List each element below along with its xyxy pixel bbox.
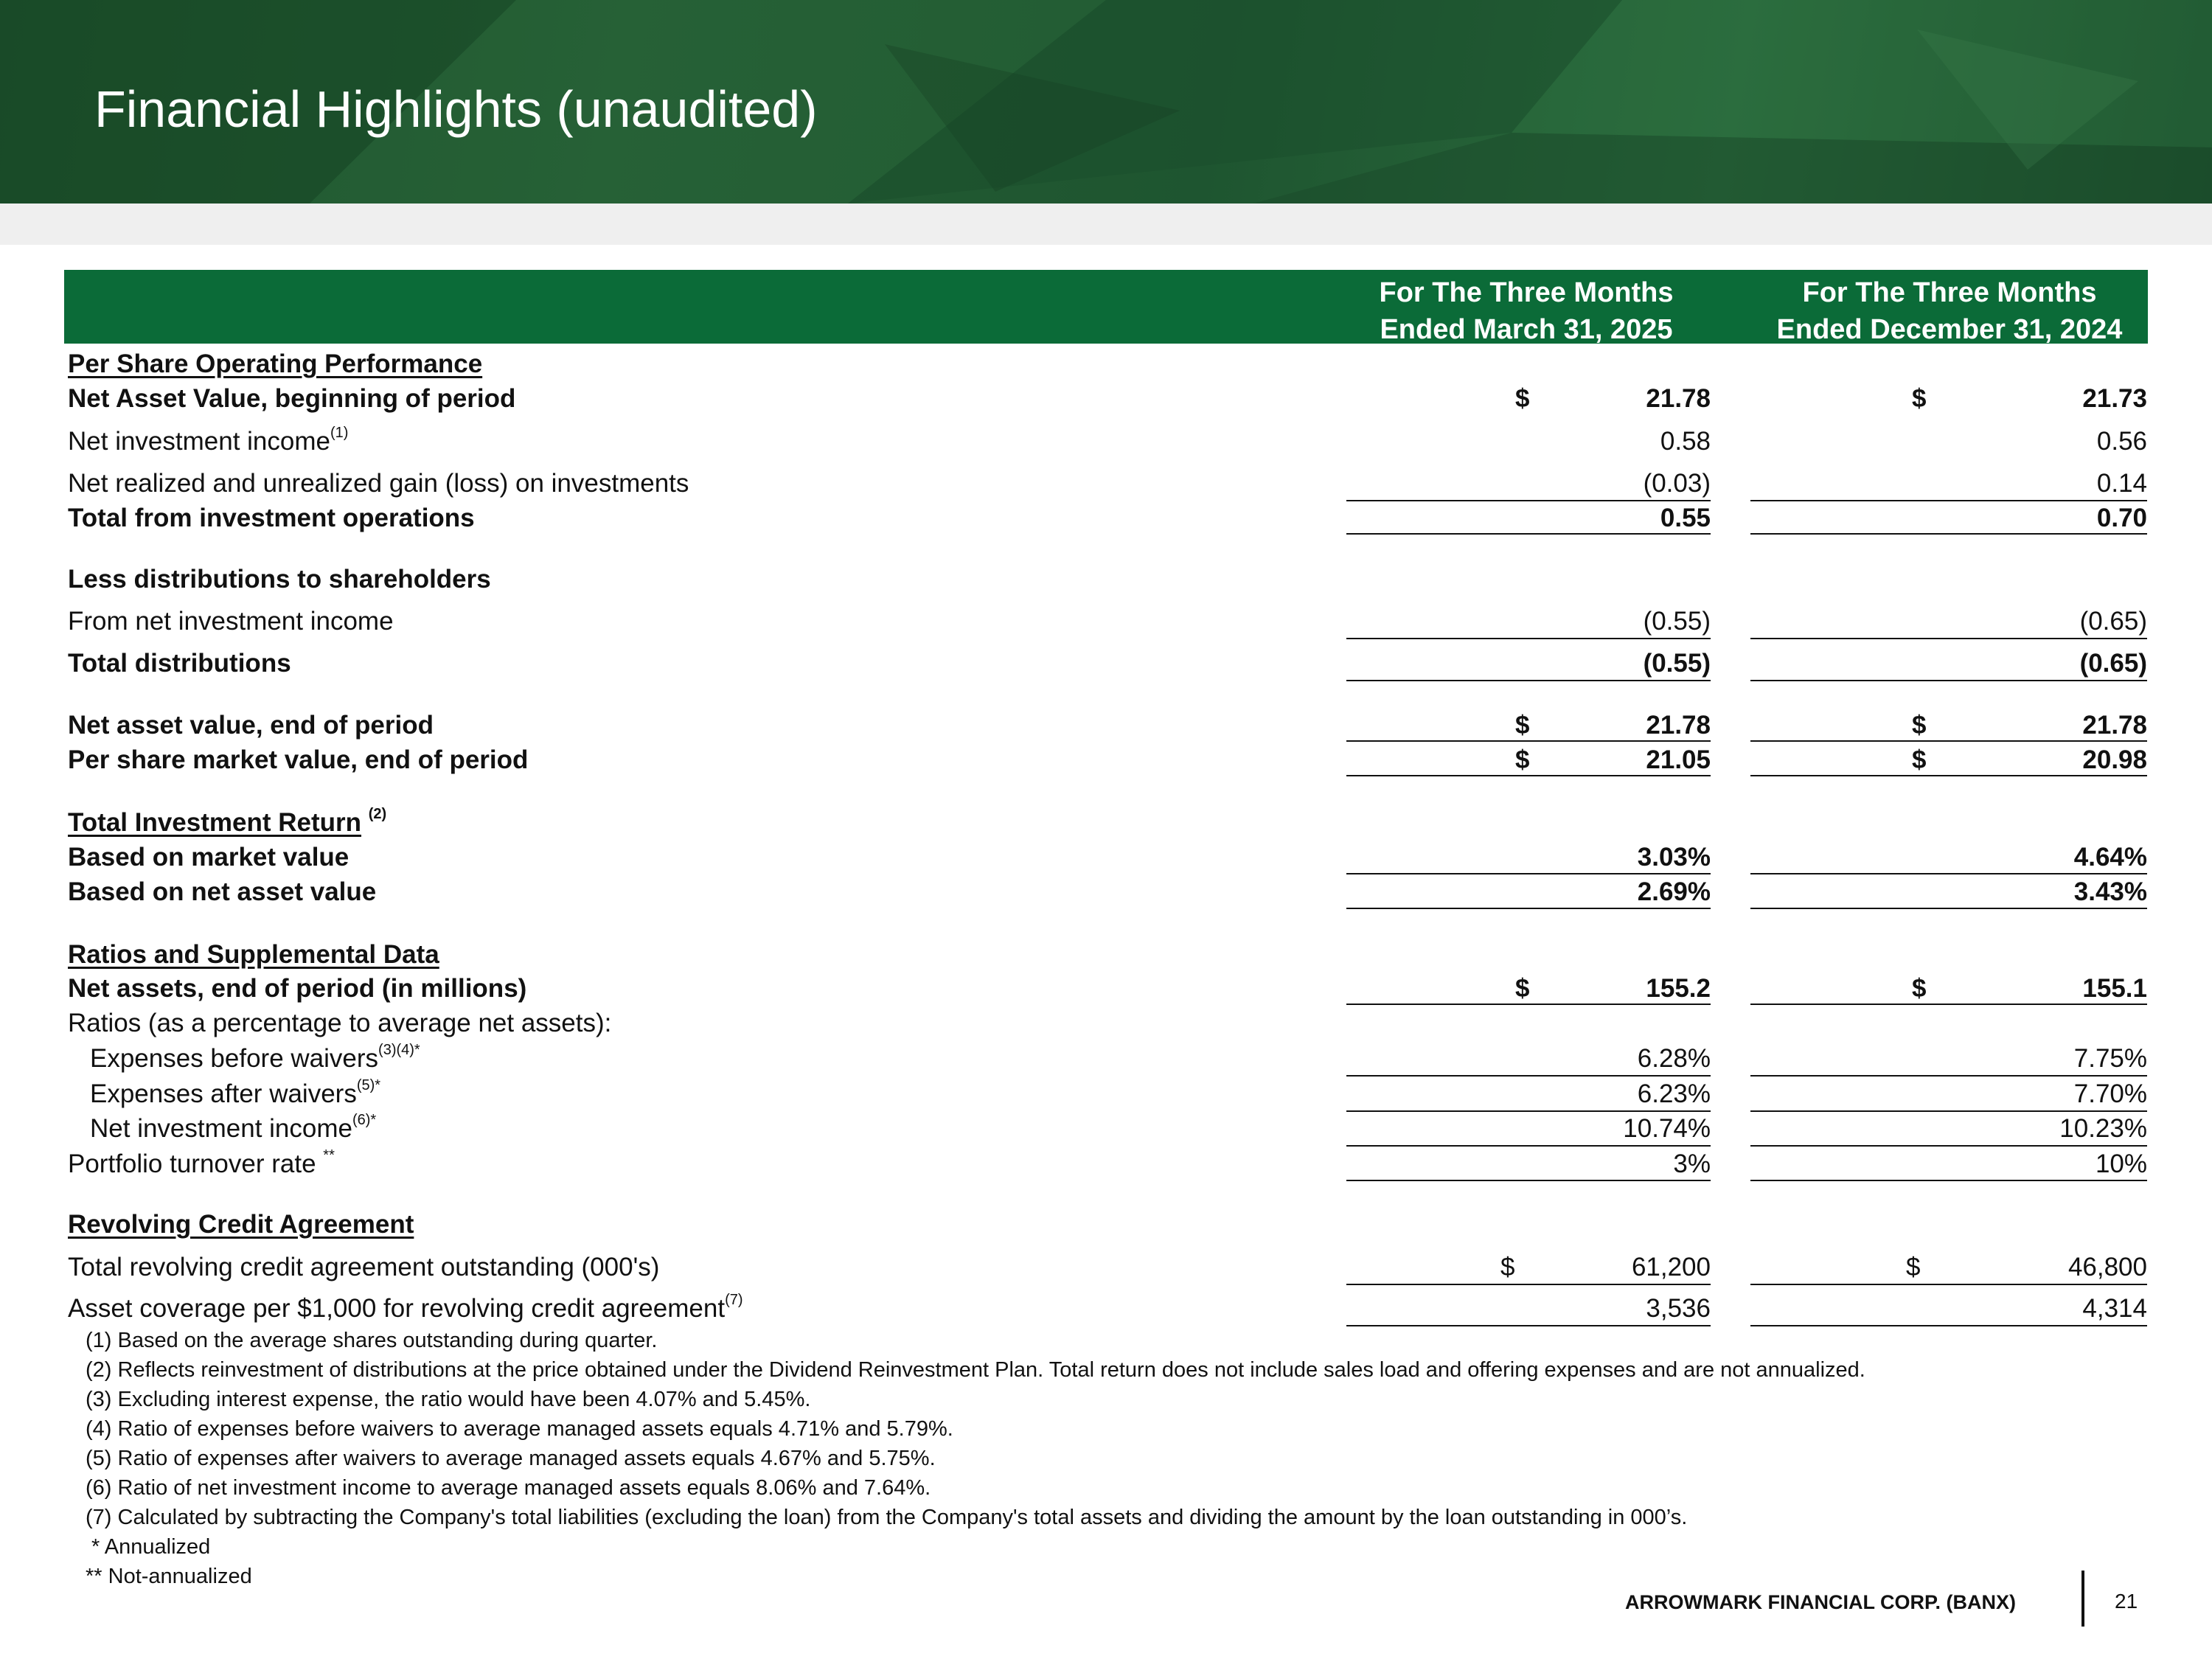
section-per-share: Per Share Operating Performance <box>68 349 483 378</box>
rule <box>1750 873 2147 874</box>
grey-band <box>0 204 2212 245</box>
value-nii-2024: 0.56 <box>2096 427 2147 456</box>
rule <box>1750 1325 2147 1326</box>
row-label-nii-ratio: Net investment income$^{(6)*}$ <box>90 1112 377 1143</box>
value-net-assets-2024: 155.1 <box>2082 974 2147 1003</box>
header-divider <box>1239 344 2148 346</box>
value-turnover-2024: 10% <box>2095 1150 2147 1178</box>
value-net-assets-2025: 155.2 <box>1646 974 1711 1003</box>
rule <box>1750 1145 2147 1147</box>
rule <box>1750 1180 2147 1181</box>
row-label-total-ops: Total from investment operations <box>68 504 475 532</box>
footer-company: ARROWMARK FINANCIAL CORP. (BANX) <box>1625 1591 2016 1613</box>
value-based-market-2025: 3.03% <box>1637 843 1711 872</box>
page-number: 21 <box>2115 1590 2138 1613</box>
currency-symbol: $ <box>1500 1253 1515 1281</box>
footnote: ** Not-annualized <box>86 1565 252 1588</box>
rule <box>1346 1145 1711 1147</box>
row-label-total-dist: Total distributions <box>68 649 291 678</box>
value-asset-coverage-2024: 4,314 <box>2082 1294 2147 1323</box>
row-label-based-nav: Based on net asset value <box>68 877 377 906</box>
row-label-based-market: Based on market value <box>68 843 349 872</box>
rule <box>1750 638 2147 639</box>
row-label-gain: Net realized and unrealized gain (loss) on investments <box>68 469 689 498</box>
rule <box>1346 638 1711 639</box>
footnote: (6) Ratio of net investment income to average managed assets equals 8.06% and 7.64%. <box>86 1476 931 1500</box>
value-nii-ratio-2024: 10.23% <box>2059 1114 2147 1143</box>
value-gain-2024: 0.14 <box>2096 469 2147 498</box>
value-exp-after-2025: 6.23% <box>1637 1079 1711 1108</box>
footnote: (3) Excluding interest expense, the ratio would have been 4.07% and 5.45%. <box>86 1388 811 1411</box>
rule <box>1750 1075 2147 1077</box>
value-turnover-2025: 3% <box>1673 1150 1711 1178</box>
footer-divider <box>2081 1571 2084 1627</box>
column-header-q1-2025: For The Three Months Ended March 31, 2025 <box>1379 277 1674 345</box>
rule <box>1346 873 1711 874</box>
rule <box>1346 533 1711 535</box>
value-from-nii-2024: (0.65) <box>2079 607 2147 636</box>
row-label-turnover: Portfolio turnover rate ** <box>68 1147 335 1178</box>
value-based-nav-2024: 3.43% <box>2073 877 2147 906</box>
header-banner <box>0 0 2212 204</box>
row-label-ratios-pct: Ratios (as a percentage to average net assets): <box>68 1009 612 1037</box>
rule <box>1750 908 2147 909</box>
currency-symbol: $ <box>1515 745 1530 774</box>
section-ratios: Ratios and Supplemental Data <box>68 940 439 969</box>
rule <box>1346 775 1711 776</box>
value-based-nav-2025: 2.69% <box>1637 877 1711 906</box>
rule <box>1346 1284 1711 1285</box>
rule <box>1750 533 2147 535</box>
row-label-market-end: Per share market value, end of period <box>68 745 529 774</box>
value-nav-begin-2024: 21.73 <box>2082 384 2147 413</box>
value-exp-after-2024: 7.70% <box>2073 1079 2147 1108</box>
rule <box>1346 1075 1711 1077</box>
footnote: (1) Based on the average shares outstanding during quarter. <box>86 1329 658 1352</box>
column-header-q4-2024: For The Three Months Ended December 31, 2024 <box>1776 277 2123 345</box>
currency-symbol: $ <box>1912 974 1927 1003</box>
value-total-ops-2025: 0.55 <box>1660 504 1711 532</box>
value-gain-2025: (0.03) <box>1643 469 1711 498</box>
value-total-dist-2024: (0.65) <box>2079 649 2147 678</box>
row-label-exp-after: Expenses after waivers$^{(5)*}$ <box>90 1077 381 1108</box>
rule <box>1346 1180 1711 1181</box>
footnote: (4) Ratio of expenses before waivers to average managed assets equals 4.71% and 5.79%. <box>86 1417 953 1441</box>
rule <box>1346 1004 1711 1005</box>
row-label-nav-end: Net asset value, end of period <box>68 711 434 740</box>
row-label-rca-total: Total revolving credit agreement outstanding (000's) <box>68 1253 660 1281</box>
rule <box>1750 740 2147 742</box>
value-exp-before-2024: 7.75% <box>2073 1044 2147 1073</box>
row-label-nav-begin: Net Asset Value, beginning of period <box>68 384 516 413</box>
currency-symbol: $ <box>1515 384 1530 413</box>
currency-symbol: $ <box>1912 384 1927 413</box>
value-total-ops-2024: 0.70 <box>2096 504 2147 532</box>
rule <box>1346 908 1711 909</box>
row-label-from-nii: From net investment income <box>68 607 394 636</box>
value-nav-end-2025: 21.78 <box>1646 711 1711 740</box>
footnote: (5) Ratio of expenses after waivers to average managed assets equals 4.67% and 5.75%. <box>86 1447 936 1470</box>
rule <box>1346 1325 1711 1326</box>
section-less-distributions: Less distributions to shareholders <box>68 565 491 594</box>
rule <box>1346 680 1711 681</box>
value-from-nii-2025: (0.55) <box>1643 607 1711 636</box>
value-exp-before-2025: 6.28% <box>1637 1044 1711 1073</box>
value-nii-2025: 0.58 <box>1660 427 1711 456</box>
rule <box>1750 775 2147 776</box>
value-rca-total-2025: 61,200 <box>1631 1253 1711 1281</box>
rule <box>1346 740 1711 742</box>
rule <box>1750 1284 2147 1285</box>
footnote: * Annualized <box>86 1535 211 1559</box>
value-asset-coverage-2025: 3,536 <box>1646 1294 1711 1323</box>
value-nav-begin-2025: 21.78 <box>1646 384 1711 413</box>
value-market-end-2024: 20.98 <box>2082 745 2147 774</box>
row-label-asset-coverage: Asset coverage per $1,000 for revolving credit agreement$^{(7)}$ <box>68 1292 743 1323</box>
currency-symbol: $ <box>1906 1253 1921 1281</box>
row-label-net-assets: Net assets, end of period (in millions) <box>68 974 527 1003</box>
page-title: Financial Highlights (unaudited) <box>94 80 818 138</box>
value-nav-end-2024: 21.78 <box>2082 711 2147 740</box>
value-market-end-2025: 21.05 <box>1646 745 1711 774</box>
footnote: (7) Calculated by subtracting the Company's total liabilities (excluding the loan) from the Company's total assets and dividing the amount by the loan outstanding in 000’s. <box>86 1506 1688 1529</box>
currency-symbol: $ <box>1912 745 1927 774</box>
rule <box>1750 680 2147 681</box>
currency-symbol: $ <box>1515 974 1530 1003</box>
section-total-investment-return: Total Investment Return $^{(2)}$ <box>68 806 387 837</box>
value-based-market-2024: 4.64% <box>2073 843 2147 872</box>
currency-symbol: $ <box>1515 711 1530 740</box>
section-revolving-credit: Revolving Credit Agreement <box>68 1210 414 1239</box>
value-rca-total-2024: 46,800 <box>2067 1253 2147 1281</box>
footnote: (2) Reflects reinvestment of distributions at the price obtained under the Dividend Reinvestment Plan. Total return does not include sales load and offering expenses and are not annualized. <box>86 1358 1865 1382</box>
value-total-dist-2025: (0.55) <box>1643 649 1711 678</box>
row-label-exp-before: Expenses before waivers$^{(3)(4)*}$ <box>90 1042 420 1073</box>
currency-symbol: $ <box>1912 711 1927 740</box>
value-nii-ratio-2025: 10.74% <box>1623 1114 1711 1143</box>
row-label-nii: Net investment income$^{(1)}$ <box>68 425 349 456</box>
rule <box>1750 1004 2147 1005</box>
